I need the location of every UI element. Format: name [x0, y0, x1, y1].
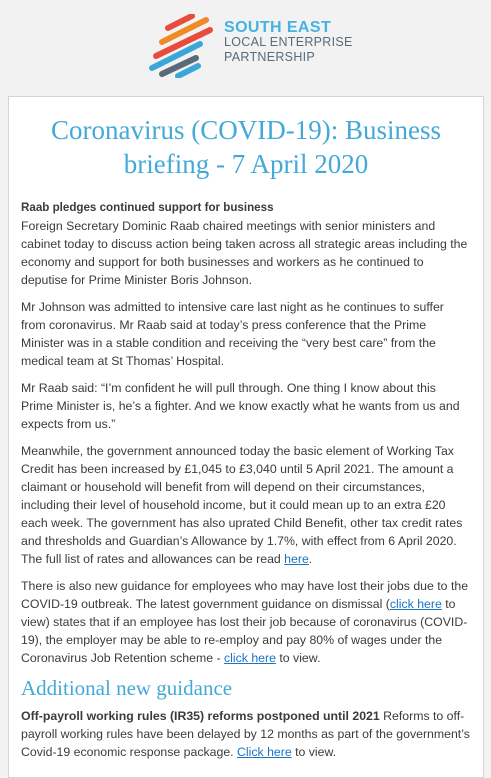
ir35-heading: Off-payroll working rules (IR35) reforms postponed until 2021 [21, 709, 380, 723]
paragraph-5-text-c: to view. [275, 651, 321, 665]
guidance-item-ir35 [21, 707, 471, 761]
ir35-link[interactable]: Click here [237, 745, 292, 759]
paragraph-2: Mr Johnson was admitted to intensive care last night as he continues to suffer from coronavirus. Mr Raab said at today’s press conference that the Prime Minister was in a stable condition and receiving the “very best care” from the medical team at St Thomas’ Hospital. [21, 300, 444, 368]
paragraph-4-text: Meanwhile, the government announced today the basic element of Working Tax Credit has been increased by £1,045 to £3,040 until 5 April 2021. The amount a claimant or household will benefit from will depend on their circumstances, including their level of household income, but it could mean up to an extra £20 each week. The government has also uprated Child Benefit, other tax credit rates and thresholds and Guardian’s Allowance by 1.7%, with effect from 6 April 2020. The full list of rates and allowances can be read [21, 444, 463, 566]
rates-link[interactable]: here [284, 552, 309, 566]
section-heading-additional: Additional new guidance [21, 676, 233, 700]
paragraph-5-text-b: to view) states that if an employee has lost their job because of coronavirus (COVID-19), the employer may be able to re-employ and pay 80% of wages under the Coronavirus Job Retention scheme - [21, 597, 468, 665]
logo-line-1: SOUTH EAST [224, 19, 332, 36]
page-title: Coronavirus (COVID-19): Business briefing - 7 April 2020 [51, 115, 441, 179]
section-heading-raab: Raab pledges continued support for business [21, 201, 274, 214]
paragraph-5 [21, 577, 471, 667]
logo-line-3: PARTNERSHIP [224, 50, 316, 64]
paragraph-4 [21, 442, 471, 568]
paragraph-5-text-a: There is also new guidance for employees who may have lost their jobs due to the COVID-19 outbreak. The latest government guidance on dismissal ( [21, 579, 469, 611]
paragraph-4-end: . [308, 552, 313, 566]
lep-logo-text [224, 20, 353, 65]
ir35-text: Reforms to off-payroll working rules have been delayed by 12 months as part of the government’s Covid-19 economic response package. [21, 709, 470, 759]
ir35-end: to view. [291, 745, 337, 759]
logo-line-2: LOCAL ENTERPRISE [224, 35, 353, 49]
dismissal-guidance-link[interactable]: click here [389, 597, 442, 611]
lep-logo-icon [148, 14, 222, 78]
paragraph-1: Foreign Secretary Dominic Raab chaired meetings with senior ministers and cabinet today to discuss action being taken across all strategic areas including the economy and support for both businesses and workers as he continued to deputise for Prime Minister Boris Johnson. [21, 219, 468, 287]
header [0, 0, 491, 96]
job-retention-link[interactable]: click here [224, 651, 276, 665]
paragraph-3: Mr Raab said: “I’m confident he will pull through. One thing I know about this Prime Minister is, he’s a fighter. And we know exactly what he wants from us and expects from us.” [21, 381, 460, 431]
briefing-card [8, 96, 484, 778]
